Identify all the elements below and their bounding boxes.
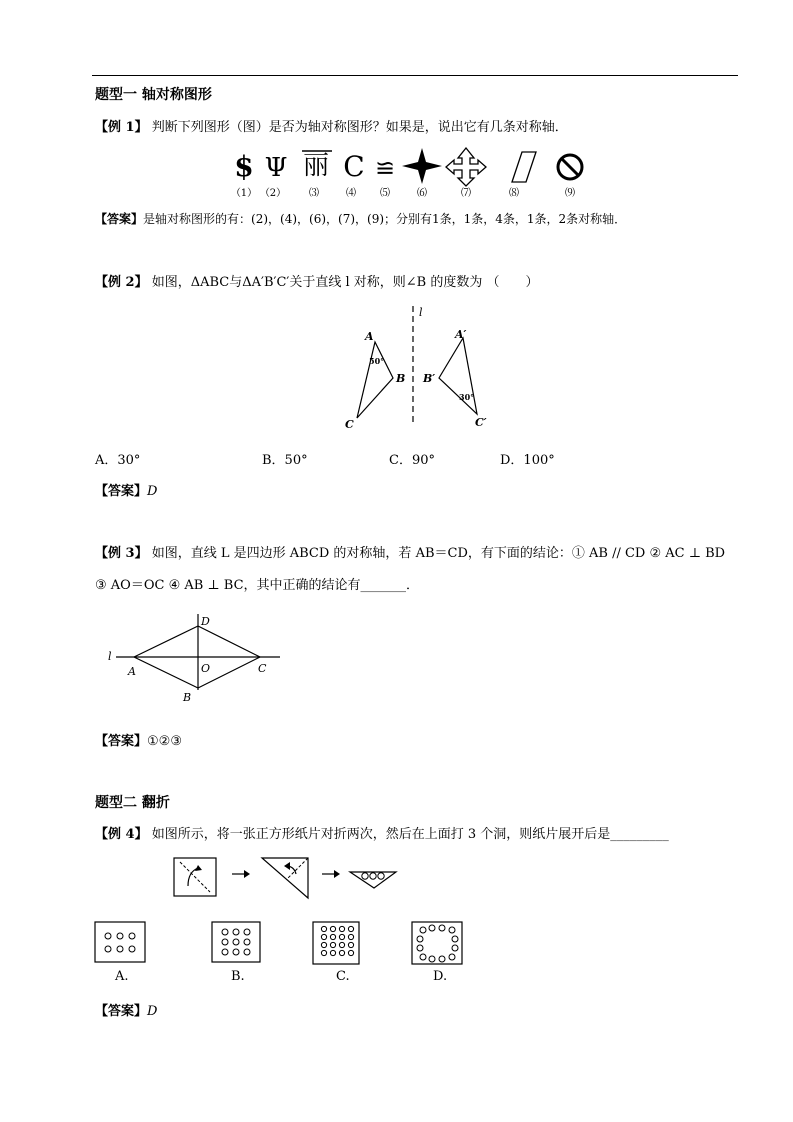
- svg-text:l: l: [419, 306, 423, 319]
- option-b: B．50°: [262, 453, 308, 468]
- svg-text:D: D: [201, 615, 210, 628]
- answer-options-figure: [92, 918, 472, 968]
- symbol-9-prohibit: [558, 155, 582, 179]
- svg-text:C: C: [258, 662, 267, 675]
- svg-text:C′: C′: [475, 416, 487, 429]
- answer-1: 【答案】是轴对称图形的有：(2)，(4)，(6)，(7)，(9)；分别有1条，1条，4条，1条，2条对称轴．: [95, 212, 627, 226]
- question-text: 如图，ΔABC与ΔA′B′C′关于直线 l 对称，则∠B 的度数为 （ ）: [151, 275, 539, 290]
- example-label: 【例 1】: [95, 120, 148, 135]
- symbol-3: 丽: [302, 151, 330, 181]
- rhombus-figure: [100, 610, 290, 705]
- example-3-line-2: ③ AO＝OC ④ AB ⊥ BC，其中正确的结论有_______．: [95, 578, 420, 593]
- svg-text:B′: B′: [423, 372, 436, 385]
- svg-text:B: B: [396, 372, 406, 385]
- example-3-line-1: 【例 3】 如图，直线 L 是四边形 ABCD 的对称轴，若 AB＝CD，有下面的结论：① AB // CD ② AC ⊥ BD: [95, 546, 726, 561]
- svg-text:A: A: [128, 665, 136, 678]
- symbol-5: ≌: [374, 154, 396, 182]
- svg-text:⑺: ⑺: [461, 188, 471, 199]
- option-d: D．100°: [500, 453, 555, 468]
- example-4: 【例 4】 如图所示，将一张正方形纸片对折两次，然后在上面打 3 个洞，则纸片展开后是_________: [95, 827, 669, 842]
- svg-text:O: O: [201, 662, 211, 675]
- symbol-4: C: [343, 150, 365, 183]
- svg-text:⑻: ⑻: [509, 188, 519, 199]
- question-text: 判断下列图形（图）是否为轴对称图形？如果是，说出它有几条对称轴．: [151, 120, 568, 135]
- fold-option-d: D.: [433, 969, 448, 984]
- svg-text:C: C: [345, 418, 354, 431]
- svg-text:50°: 50°: [369, 356, 385, 366]
- symbol-6-star: [402, 148, 442, 184]
- svg-text:⑼: ⑼: [565, 188, 575, 199]
- folding-figure: [170, 852, 430, 902]
- answer-3: 【答案】①②③: [95, 734, 182, 749]
- fold-option-c: C.: [336, 969, 350, 984]
- svg-text:A′: A′: [455, 328, 467, 341]
- example-2: 【例 2】 如图，ΔABC与ΔA′B′C′关于直线 l 对称，则∠B 的度数为 （ ）: [95, 275, 539, 290]
- symbol-2: Ψ: [264, 153, 288, 183]
- option-c: C．90°: [389, 453, 435, 468]
- svg-text:l: l: [108, 650, 112, 663]
- answer-4: 【答案】D: [95, 1004, 158, 1019]
- section-title: 题型一 轴对称图形: [95, 87, 212, 103]
- header-rule: [92, 75, 738, 76]
- fold-option-b: B.: [231, 969, 245, 984]
- svg-text:⑸: ⑸: [380, 188, 390, 199]
- svg-text:A: A: [365, 330, 374, 343]
- symbol-7-arrows: [446, 148, 486, 186]
- triangles-figure: [335, 300, 505, 435]
- symbols-figure: [230, 142, 600, 200]
- example-1: [95, 116, 568, 135]
- svg-text:⑶: ⑶: [309, 188, 319, 199]
- svg-text:（2）: （2）: [259, 188, 287, 199]
- fold-option-a: A.: [115, 969, 129, 984]
- symbol-1: $: [234, 150, 254, 183]
- svg-text:B: B: [183, 691, 192, 704]
- option-a: A．30°: [95, 453, 141, 468]
- svg-text:（1）: （1）: [230, 188, 258, 199]
- answer-2: 【答案】D: [95, 484, 158, 499]
- svg-text:⑹: ⑹: [417, 188, 427, 199]
- svg-text:⑷: ⑷: [346, 188, 356, 199]
- section-title: 题型二 翻折: [95, 795, 170, 811]
- symbol-8-parallelogram: [512, 152, 536, 182]
- svg-text:30°: 30°: [459, 392, 475, 402]
